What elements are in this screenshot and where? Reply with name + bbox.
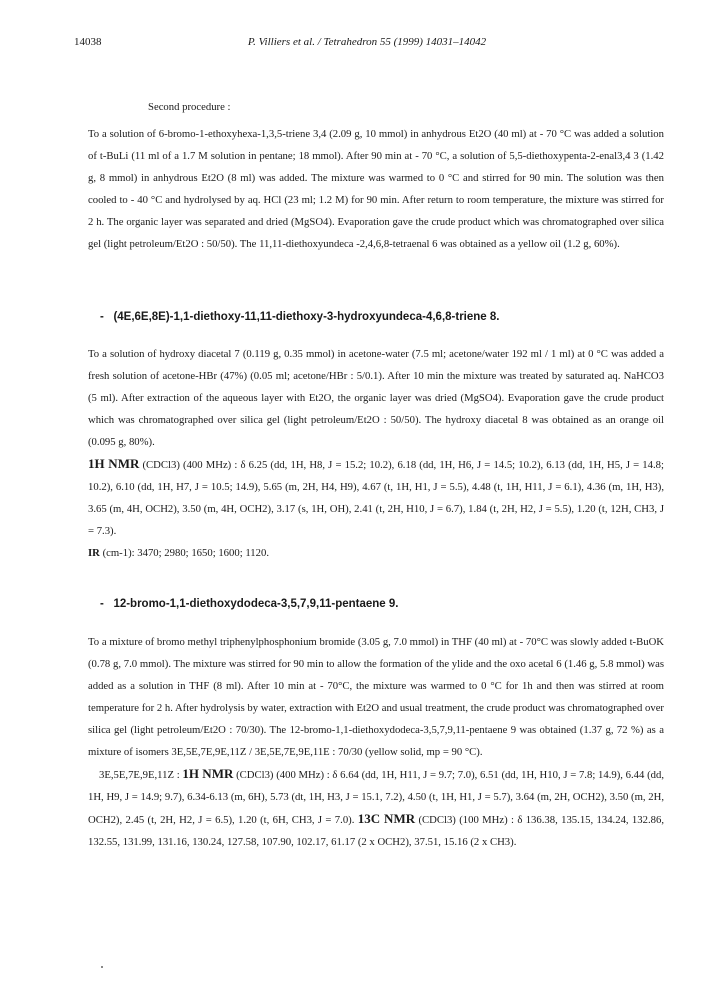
isomer-label: 3E,5E,7E,9E,11Z :: [99, 769, 183, 781]
compound-9-heading: [100, 598, 398, 610]
second-procedure-heading: [88, 96, 664, 118]
compound-9-body: [88, 631, 664, 853]
ir-label: IR: [88, 547, 100, 559]
page-mark: [101, 966, 103, 968]
procedure-text: To a solution of 6-bromo-1-ethoxyhexa-1,3,5-triene 3,4 (2.09 g, 10 mmol) in anhydrous Et2O (40 ml) at - 70 °C was added a solution of t-BuLi (11 ml of a 1.7 M solution in pentane; 18 mmol). After 90 min at - 70 °C, a solution of 5,5-diethoxypenta-2-enal3,4 3 (1.42 g, 8 mmol) in anhydrous Et2O (8 ml) was added. The mixture was warmed to 0 °C and stirred for 90 min. The solution was then cooled to - 40 °C and hydrolysed by aq. HCl (23 ml; 1.2 M) for 90 min. After return to room temperature, the mixture was stirred for 2 h. The organic layer was separated and dried (MgSO4). Evaporation gave the crude product which was chromatographed over silica gel (light petroleum/Et2O : 50/50). The 11,11-diethoxyundeca -2,4,6,8-tetraenal 6 was obtained as a yellow oil (1.2 g, 60%).: [88, 128, 664, 250]
nmr-paragraph: [88, 453, 664, 542]
compound-title: (4E,6E,8E)-1,1-diethoxy-11,11-diethoxy-3-hydroxyundeca-4,6,8-triene 8.: [113, 311, 500, 323]
compound-title: 12-bromo-1,1-diethoxydodeca-3,5,7,9,11-pentaene 9.: [113, 598, 399, 610]
running-title: P. Villiers et al. / Tetrahedron 55 (1999) 14031–14042: [247, 36, 487, 48]
page-number: 14038: [74, 36, 102, 48]
procedure-text: To a mixture of bromo methyl triphenylphosphonium bromide (3.05 g, 7.0 mmol) in THF (40 ml) at - 70°C was slowly added t-BuOK (0.78 g, 7.0 mmol). The mixture was stirred for 90 min to allow the formation of the ylide and the oxo acetal 6 (1.46 g, 5.8 mmol) was added as a solution in THF (8 ml). After 10 min at - 70°C, the mixture was warmed to 0 °C for 1h and then was stirred at room temperature for 2 h. After hydrolysis by water, extraction with Et2O and usual treatment, the crude product was chromatographed over silica gel (light petroleum/Et2O : 70/30). The 12-bromo-1,1-diethoxydodeca-3,5,7,9,11-pentaene 9 was obtained (1.37 g, 72 %) as a mixture of isomers 3E,5E,7E,9E,11Z / 3E,5E,7E,9E,11E : 70/30 (yellow solid, mp = 90 °C).: [88, 636, 664, 758]
ir-data: (cm-1): 3470; 2980; 1650; 1600; 1120.: [99, 547, 269, 559]
ir-paragraph: [88, 542, 664, 564]
bullet: -: [100, 598, 104, 610]
h-nmr-data: (CDCl3) (400 MHz) : δ 6.64 (dd, 1H, H11, J = 9.7; 7.0), 6.51 (dd, 1H, H10, J = 7.8; 14.9), 6.44 (dd, 1H, H9, J = 14.9; 9.7), 6.34-6.13 (m, 6H), 5.73 (dt, 1H, H3, J = 15.1, 7.2), 4.50 (t, 1H, H1, J = 5.7), 3.64 (m, 2H, OCH2), 3.50 (m, 2H, OCH2), 2.45 (t, 2H, H2, J = 6.5), 1.20 (t, 6H, CH3, J = 7.0).: [88, 769, 664, 826]
bullet: -: [100, 311, 104, 323]
nmr-data: (CDCl3) (400 MHz) : δ 6.25 (dd, 1H, H8, J = 15.2; 10.2), 6.18 (dd, 1H, H6, J = 14.5; 10.2), 6.13 (dd, 1H, H5, J = 14.8; 10.2), 6.10 (dd, 1H, H7, J = 10.5; 14.9), 5.65 (m, 2H, H4, H9), 4.67 (t, 1H, H1, J = 5.5), 4.48 (t, 1H, H11, J = 6.1), 4.36 (m, 1H, H3), 3.65 (m, 4H, OCH2), 3.50 (m, 4H, OCH2), 3.17 (s, 1H, OH), 2.41 (t, 2H, H10, J = 6.7), 1.84 (t, 2H, H2, J = 5.5), 1.20 (t, 12H, CH3, J = 7.3).: [88, 459, 664, 537]
second-procedure-paragraph: [88, 123, 664, 255]
compound-8-heading: [100, 311, 499, 323]
nmr-label: 1H NMR: [88, 456, 140, 471]
running-header: [74, 36, 660, 50]
section-heading: Second procedure :: [148, 101, 231, 113]
c-nmr-data: (CDCl3) (100 MHz) : δ 136.38, 135.15, 134.24, 132.86, 132.55, 131.99, 131.16, 130.24, 127.58, 107.90, 102.17, 61.17 (2 x OCH2), 37.51, 15.16 (2 x CH3).: [88, 814, 664, 848]
compound-8-body: [88, 343, 664, 564]
procedure-text: To a solution of hydroxy diacetal 7 (0.119 g, 0.35 mmol) in acetone-water (7.5 ml; acetone/water 192 ml / 1 ml) at 0 °C was added a fresh solution of acetone-HBr (47%) (0.05 ml; acetone/HBr : 5/0.1). After 10 min the mixture was treated by saturated aq. NaHCO3 (5 ml). After extraction of the aqueous layer with Et2O, the organic layer was dried (MgSO4). Evaporation gave the crude product which was chromatographed over silica gel (light petroleum/Et2O : 50/50). The hydroxy diacetal 8 was obtained as an orange oil (0.095 g, 80%).: [88, 348, 664, 448]
c-nmr-label: 13C NMR: [357, 811, 416, 826]
nmr-paragraph: [88, 763, 664, 853]
h-nmr-label: 1H NMR: [182, 766, 234, 781]
